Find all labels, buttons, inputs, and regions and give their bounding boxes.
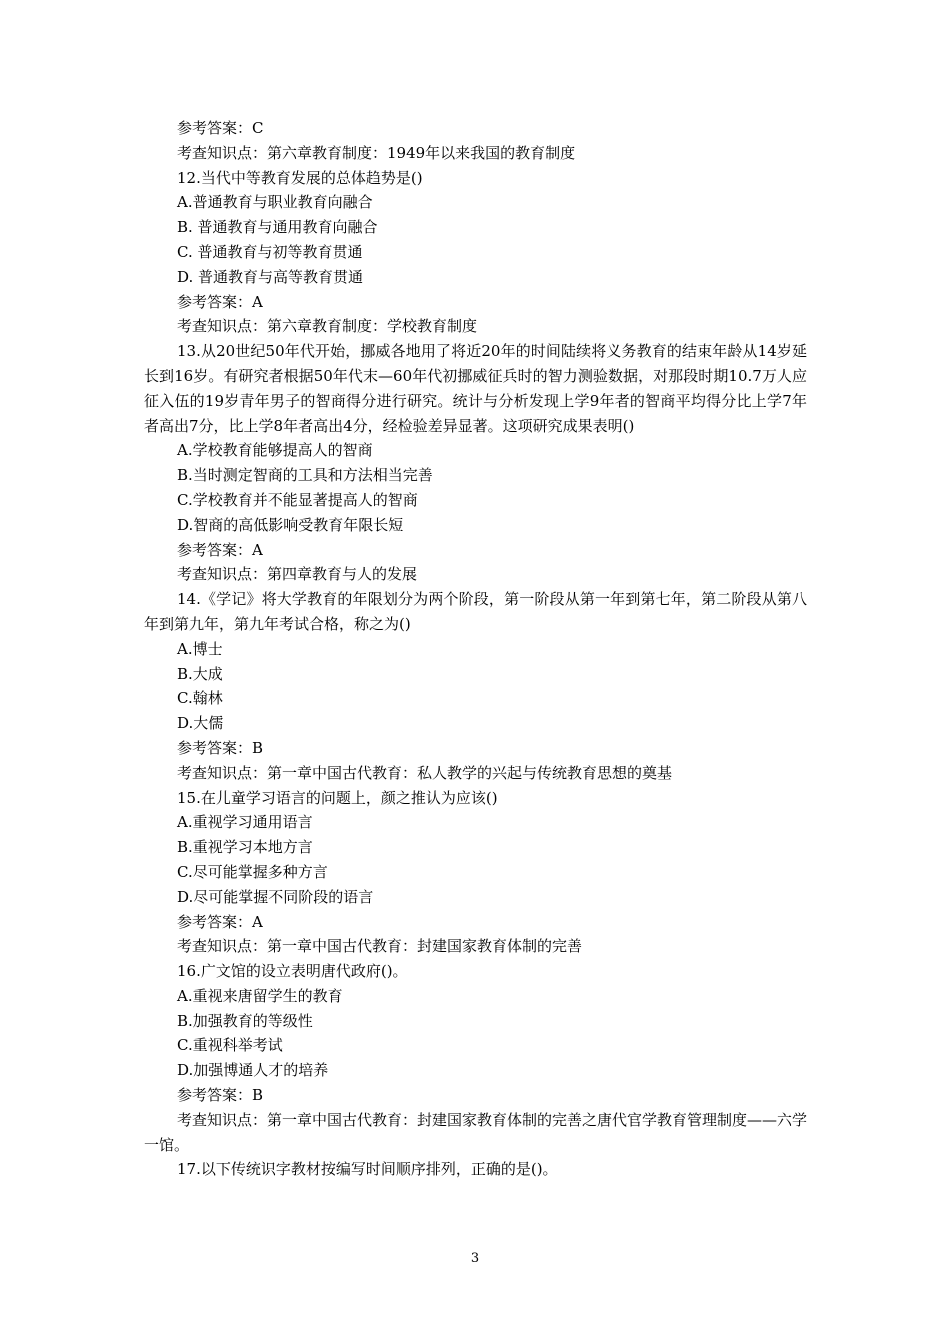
text-line: C. 普通教育与初等教育贯通 xyxy=(177,242,363,261)
document-body xyxy=(144,116,807,1182)
text-line: A.普通教育与职业教育向融合 xyxy=(177,193,373,212)
text-line: 参考答案：C xyxy=(177,119,264,137)
text-line: C.尽可能掌握多种方言 xyxy=(177,862,328,881)
text-line: 考查知识点：第一章中国古代教育：封建国家教育体制的完善 xyxy=(177,937,583,956)
text-line: 考查知识点：第六章教育制度：1949年以来我国的教育制度 xyxy=(177,143,576,162)
text-line: 考查知识点：第一章中国古代教育：私人教学的兴起与传统教育思想的奠基 xyxy=(177,763,673,782)
text-paragraph: 14.《学记》将大学教育的年限划分为两个阶段，第一阶段从第一年到第七年，第二阶段从第八年到第九年，第九年考试合格，称之为() xyxy=(144,590,807,633)
text-line: B.大成 xyxy=(177,664,223,683)
text-paragraph: 考查知识点：第一章中国古代教育：封建国家教育体制的完善之唐代官学教育管理制度——六学一馆。 xyxy=(144,1110,808,1154)
text-line: C.翰林 xyxy=(177,689,223,708)
text-line: D.尽可能掌握不同阶段的语言 xyxy=(177,887,374,906)
text-line: 考查知识点：第四章教育与人的发展 xyxy=(177,565,418,584)
text-line: 参考答案：B xyxy=(177,738,264,757)
text-line: 参考答案：A xyxy=(177,292,263,311)
text-line: A.重视来唐留学生的教育 xyxy=(177,986,343,1005)
text-line: 15.在儿童学习语言的问题上，颜之推认为应该() xyxy=(177,788,498,807)
text-paragraph: 13.从20世纪50年代开始，挪威各地用了将近20年的时间陆续将义务教育的结束年龄从14岁延长到16岁。有研究者根据50年代末—60年代初挪威征兵时的智力测验数据，对那段时期10.7万人应征入伍的19岁青年男子的智商得分进行研究。统计与分析发现上学9年者的智商平均得分比上学7年者高出7分，比上学8年者高出4分，经检验差异显著。这项研究成果表明() xyxy=(144,342,807,435)
text-line: 16.广文馆的设立表明唐代政府()。 xyxy=(177,962,408,981)
text-line: 参考答案：A xyxy=(177,912,263,931)
text-line: B.加强教育的等级性 xyxy=(177,1011,313,1030)
text-line: C.学校教育并不能显著提高人的智商 xyxy=(177,490,418,509)
text-line: 参考答案：A xyxy=(177,540,263,559)
text-line: D.加强博通人才的培养 xyxy=(177,1061,329,1080)
page-number: 3 xyxy=(470,1251,480,1266)
text-line: C.重视科举考试 xyxy=(177,1036,283,1055)
text-line: 12.当代中等教育发展的总体趋势是() xyxy=(177,168,423,187)
text-line: 考查知识点：第六章教育制度：学校教育制度 xyxy=(177,317,478,336)
text-line: B. 普通教育与通用教育向融合 xyxy=(177,218,378,237)
text-line: 17.以下传统识字教材按编写时间顺序排列，正确的是()。 xyxy=(177,1160,558,1179)
text-line: D.智商的高低影响受教育年限长短 xyxy=(177,515,404,534)
text-line: B.重视学习本地方言 xyxy=(177,838,313,857)
text-line: D. 普通教育与高等教育贯通 xyxy=(177,267,364,286)
text-line: A.学校教育能够提高人的智商 xyxy=(177,441,373,460)
text-line: B.当时测定智商的工具和方法相当完善 xyxy=(177,466,433,485)
text-line: A.博士 xyxy=(177,639,223,658)
text-line: 参考答案：B xyxy=(177,1086,264,1105)
text-line: A.重视学习通用语言 xyxy=(177,813,313,832)
text-line: D.大儒 xyxy=(177,714,224,733)
